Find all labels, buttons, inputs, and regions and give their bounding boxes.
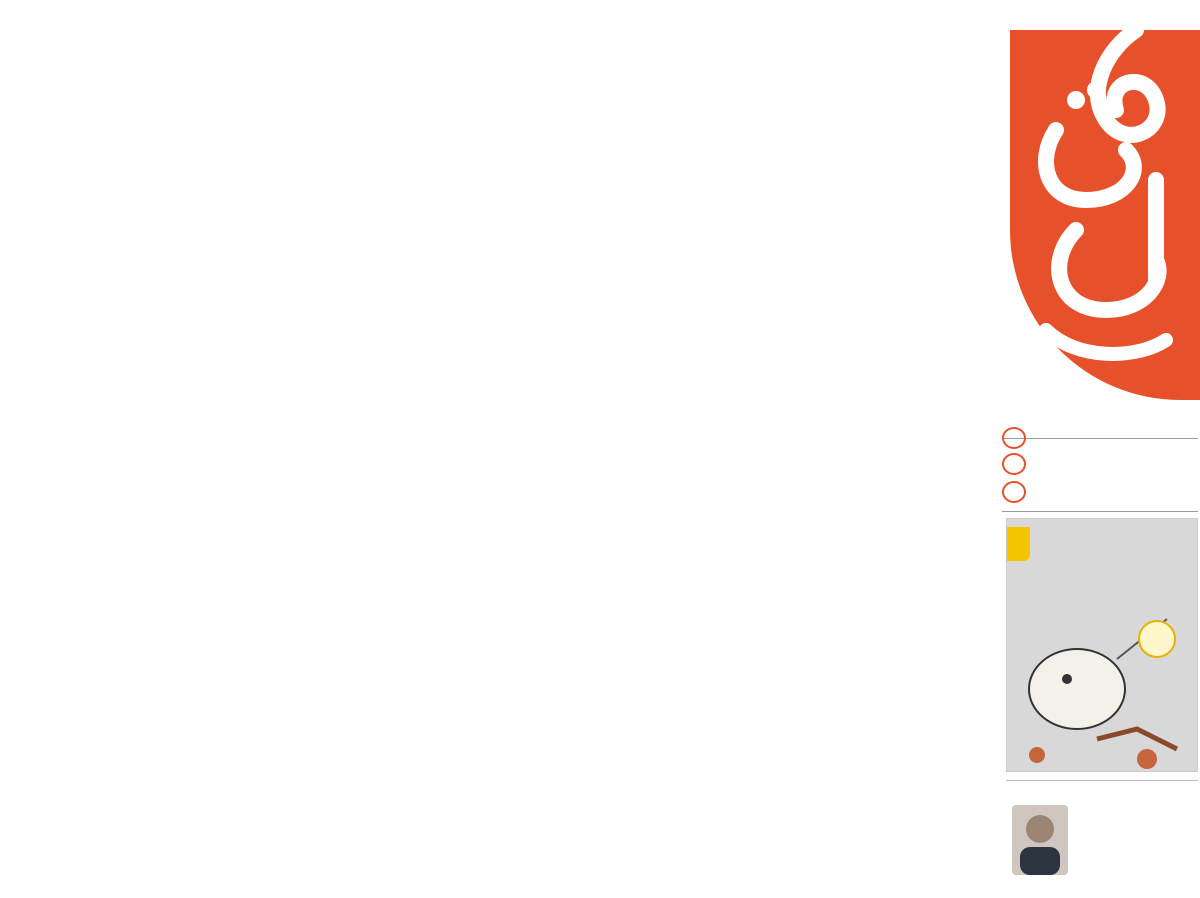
cartoon-drawing xyxy=(1007,579,1198,772)
note-box[interactable] xyxy=(1006,780,1198,880)
author-photo xyxy=(1012,805,1068,875)
plakhon-tag xyxy=(1006,527,1030,561)
date-box xyxy=(1002,438,1198,512)
masthead xyxy=(1000,0,1200,400)
cartoon-panel[interactable] xyxy=(1006,518,1198,772)
issue-badge-year xyxy=(1002,481,1026,503)
issue-badge-day xyxy=(1002,453,1026,475)
issue-badge-month xyxy=(1002,427,1026,449)
shahrara-logo xyxy=(1016,10,1186,390)
